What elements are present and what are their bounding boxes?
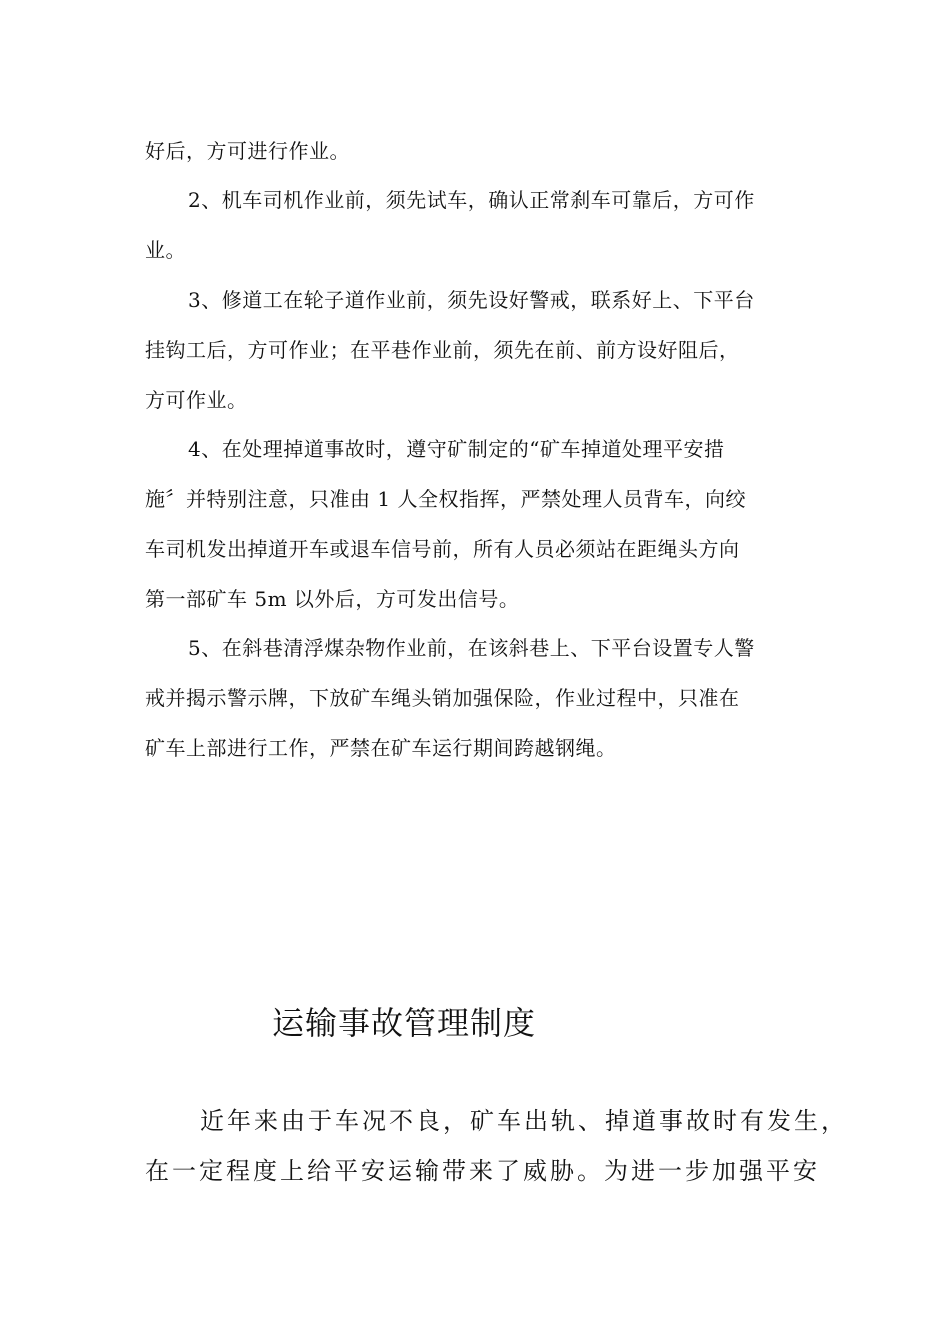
item-5-line-3: 矿车上部进行工作，严禁在矿车运行期间跨越钢绳。 (145, 736, 617, 760)
item-4-line-1: 4、在处理掉道事故时，遵守矿制定的“矿车掉道处理平安措 (188, 437, 725, 461)
intro-line-1: 近年来由于车况不良，矿车出轨、掉道事故时有发生， (200, 1107, 848, 1135)
item-3-line-2: 挂钩工后，方可作业；在平巷作业前，须先在前、前方设好阻后， (145, 338, 740, 362)
paragraph-continuation-line: 好后，方可进行作业。 (145, 139, 350, 163)
item-4-line-3: 车司机发出掉道开车或退车信号前，所有人员必须站在距绳头方向 (145, 537, 740, 561)
item-4-line-2: 施〞并特别注意，只准由 1 人全权指挥，严禁处理人员背车，向绞 (145, 487, 746, 511)
item-2-line-2: 业。 (145, 238, 186, 262)
item-3-line-3: 方可作业。 (145, 388, 248, 412)
section-title: 运输事故管理制度 (272, 1004, 537, 1042)
intro-line-2: 在一定程度上给平安运输带来了威胁。为进一步加强平安 (145, 1157, 820, 1185)
item-5-line-1: 5、在斜巷清浮煤杂物作业前，在该斜巷上、下平台设置专人警 (188, 636, 755, 660)
item-2-line-1: 2、机车司机作业前，须先试车，确认正常刹车可靠后，方可作 (188, 188, 755, 212)
item-3-line-1: 3、修道工在轮子道作业前，须先设好警戒，联系好上、下平台 (188, 288, 755, 312)
item-5-line-2: 戒并揭示警示牌，下放矿车绳头销加强保险，作业过程中，只准在 (145, 686, 740, 710)
item-4-line-4: 第一部矿车 5m 以外后，方可发出信号。 (145, 587, 520, 611)
